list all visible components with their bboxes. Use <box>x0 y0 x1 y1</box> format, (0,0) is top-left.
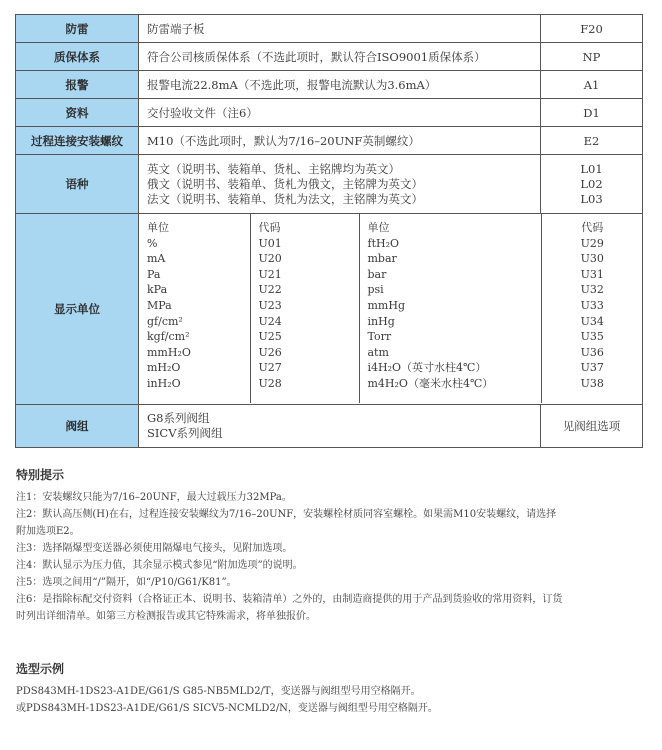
unit: mmHg <box>367 298 405 312</box>
row-desc: 防雷端子板 <box>139 15 541 43</box>
unit: mmH₂O <box>147 345 191 359</box>
unit-code: U20 <box>258 252 282 266</box>
unit-header: 单位 <box>147 221 169 234</box>
row-code: E2 <box>541 127 643 155</box>
unit-code: U25 <box>258 330 282 344</box>
unit-code: U31 <box>580 267 604 281</box>
note-4: 注4：默认显示为压力值，其余显示模式参见“附加选项”的说明。 <box>16 560 303 571</box>
note-3: 注3：选择隔爆型变送器必须使用隔爆电气接头，见附加选项。 <box>16 543 293 554</box>
selection-example <box>16 660 646 717</box>
unit: atm <box>367 345 389 359</box>
unit: Pa <box>147 267 161 281</box>
valve-row <box>16 405 643 448</box>
options-table <box>15 14 643 448</box>
valve-code: 见阀组选项 <box>541 405 643 448</box>
note-2-cont: 附加选项E2。 <box>16 526 80 537</box>
row-code: D1 <box>541 99 643 127</box>
language-options <box>139 155 541 214</box>
unit-code: U24 <box>258 314 282 328</box>
note-2: 注2：默认高压侧(H)在右，过程连接安装螺纹为7/16–20UNF，安装螺栓材质同容室螺栓。如果需M10安装螺纹，请选择 <box>16 509 557 520</box>
row-label: 显示单位 <box>16 214 139 405</box>
table-row <box>16 127 643 155</box>
special-notes <box>16 466 646 625</box>
note-6-cont: 时列出详细清单。如第三方检测报告或其它特殊需求，将单独报价。 <box>16 611 316 622</box>
unit: kPa <box>147 283 168 297</box>
unit-col-left <box>139 214 250 403</box>
unit-code: U36 <box>580 345 604 359</box>
display-unit-row <box>16 214 643 405</box>
unit: kgf/cm² <box>147 330 190 344</box>
code-col-left <box>250 214 359 403</box>
unit: mH₂O <box>147 361 181 375</box>
unit: ftH₂O <box>367 236 400 250</box>
unit: i4H₂O（英寸水柱4℃） <box>367 361 487 375</box>
unit-code: U22 <box>258 283 282 297</box>
row-label: 语种 <box>16 155 139 214</box>
notes-title: 特别提示 <box>16 468 65 482</box>
unit-code: U01 <box>258 236 282 250</box>
row-desc: 交付验收文件（注6） <box>139 99 541 127</box>
row-desc: M10（不选此项时，默认为7/16–20UNF英制螺纹） <box>139 127 541 155</box>
row-label: 质保体系 <box>16 43 139 71</box>
unit: m4H₂O（毫米水柱4℃） <box>367 376 494 390</box>
language-code: L02 <box>580 176 603 191</box>
unit-code: U35 <box>580 330 604 344</box>
unit: gf/cm² <box>147 314 183 328</box>
unit-code: U33 <box>580 298 604 312</box>
valve-options <box>139 405 541 448</box>
unit-code: U29 <box>580 236 604 250</box>
language-option: 俄文（说明书、装箱单、货札为俄文，主铭牌为英文） <box>147 176 423 191</box>
table-row <box>16 15 643 43</box>
row-label: 过程连接安装螺纹 <box>16 127 139 155</box>
unit: inHg <box>367 314 395 328</box>
code-col-right <box>541 214 643 403</box>
example-line: PDS843MH-1DS23-A1DE/G61/S G85-NB5MLD2/T，变送器与阀组型号用空格隔开。 <box>16 686 421 697</box>
unit-table <box>139 214 643 403</box>
example-line: 或PDS843MH-1DS23-A1DE/G61/S SICV5-NCMLD2/N，变送器与阀组型号用空格隔开。 <box>16 703 438 714</box>
code-header: 代码 <box>581 221 604 234</box>
unit-col-right <box>359 214 541 403</box>
unit-code: U34 <box>580 314 604 328</box>
code-header: 代码 <box>258 221 281 234</box>
unit-code: U27 <box>258 361 282 375</box>
unit: Torr <box>367 330 392 344</box>
note-1: 注1：安装螺纹只能为7/16–20UNF，最大过载压力32MPa。 <box>16 492 292 503</box>
row-code: A1 <box>541 71 643 99</box>
note-5: 注5：选项之间用“/”隔开，如“/P10/G61/K81”。 <box>16 577 237 588</box>
unit: % <box>147 236 158 250</box>
row-desc: 符合公司核质保体系（不选此项时，默认符合ISO9001质保体系） <box>139 43 541 71</box>
language-option: 英文（说明书、装箱单、货札、主铭牌均为英文） <box>147 161 400 176</box>
row-label: 资料 <box>16 99 139 127</box>
unit: mbar <box>367 252 397 266</box>
unit: bar <box>367 267 387 281</box>
unit-code: U32 <box>580 283 604 297</box>
table-row <box>16 43 643 71</box>
unit-header: 单位 <box>367 221 390 234</box>
language-row <box>16 155 643 214</box>
language-codes <box>541 155 643 214</box>
table-row <box>16 71 643 99</box>
row-label: 阀组 <box>16 405 139 448</box>
row-label: 防雷 <box>16 15 139 43</box>
valve-option: G8系列阀组 <box>147 411 210 425</box>
language-option: 法文（说明书、装箱单、货札为法文，主铭牌为英文） <box>147 191 423 206</box>
unit-code: U30 <box>580 252 604 266</box>
unit: psi <box>367 283 384 297</box>
note-6: 注6：是指除标配交付资料（合格证正本、说明书、装箱清单）之外的，由制造商提供的用于产品到货验收的常用资料，订货 <box>16 594 563 605</box>
display-units-grid <box>139 214 643 405</box>
unit-code: U26 <box>258 345 282 359</box>
unit-code: U21 <box>258 267 282 281</box>
row-code: F20 <box>541 15 643 43</box>
valve-option: SICV系列阀组 <box>147 426 223 440</box>
language-code: L01 <box>580 161 603 176</box>
unit-code: U28 <box>258 376 282 390</box>
unit: mA <box>147 252 166 266</box>
example-title: 选型示例 <box>16 662 65 676</box>
unit-code: U37 <box>580 361 604 375</box>
unit-code: U38 <box>580 376 604 390</box>
row-desc: 报警电流22.8mA（不选此项，报警电流默认为3.6mA） <box>139 71 541 99</box>
row-code: NP <box>541 43 643 71</box>
row-label: 报警 <box>16 71 139 99</box>
table-row <box>16 99 643 127</box>
unit: inH₂O <box>147 376 181 390</box>
unit-code: U23 <box>258 298 282 312</box>
unit: MPa <box>147 298 172 312</box>
language-code: L03 <box>580 191 603 206</box>
